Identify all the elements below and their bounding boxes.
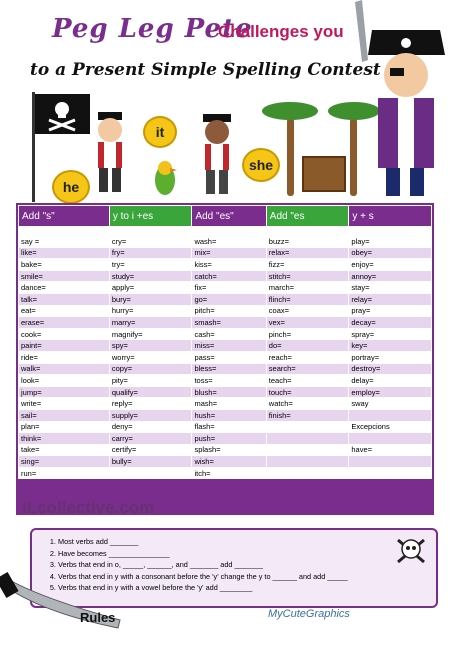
table-cell: annoy= — [349, 270, 432, 282]
table-cell: smash= — [192, 317, 266, 329]
table-row — [19, 259, 432, 271]
table-cell: bake= — [19, 259, 110, 271]
table-cell: pity= — [109, 375, 192, 387]
table-cell: finish= — [266, 409, 349, 421]
table-cell: itch= — [192, 467, 266, 479]
table-cell: stay= — [349, 282, 432, 294]
table-cell: march= — [266, 282, 349, 294]
table-cell: catch= — [192, 270, 266, 282]
table-row — [19, 363, 432, 375]
column-header-y-plus-s: y + s — [349, 206, 432, 227]
table-cell: supply= — [109, 409, 192, 421]
boy-pirate-icon — [88, 110, 132, 205]
table-cell: try= — [109, 259, 192, 271]
coin-she: she — [242, 148, 280, 182]
table-cell: stitch= — [266, 270, 349, 282]
table-cell — [349, 456, 432, 468]
table-row — [19, 236, 432, 248]
table-cell: Excepcions — [349, 421, 432, 433]
footer-credit: MyCuteGraphics — [268, 608, 350, 620]
table-cell: qualify= — [109, 386, 192, 398]
table-row — [19, 305, 432, 317]
table-row — [19, 456, 432, 468]
table-cell: employ= — [349, 386, 432, 398]
table-cell: spray= — [349, 328, 432, 340]
table-cell: paint= — [19, 340, 110, 352]
captain-pirate-icon — [350, 0, 450, 200]
table-cell: play= — [349, 236, 432, 248]
table-cell: portray= — [349, 351, 432, 363]
table-cell: teach= — [266, 375, 349, 387]
table-row — [19, 409, 432, 421]
table-row — [19, 282, 432, 294]
skull-crossbones-icon — [394, 534, 428, 573]
table-row — [19, 433, 432, 445]
table-cell: eat= — [19, 305, 110, 317]
table-cell: write= — [19, 398, 110, 410]
table-cell — [19, 227, 110, 236]
table-cell: wash= — [192, 236, 266, 248]
table-row — [19, 328, 432, 340]
table-cell: enjoy= — [349, 259, 432, 271]
table-cell: think= — [19, 433, 110, 445]
column-header-add-es: Add "es" — [192, 206, 266, 227]
spelling-table — [16, 203, 434, 515]
table-cell: mash= — [192, 398, 266, 410]
table-row — [19, 398, 432, 410]
table-cell: worry= — [109, 351, 192, 363]
column-header-add-es-2: Add "es — [266, 206, 349, 227]
coin-he: he — [52, 170, 90, 204]
table-cell: sail= — [19, 409, 110, 421]
table-cell — [349, 409, 432, 421]
coin-it: it — [143, 116, 177, 148]
rule-item: 4. Verbs that end in y with a consonant before the 'y' change the y to ______ and add _____ — [58, 571, 436, 583]
table-cell — [349, 433, 432, 445]
table-cell: flash= — [192, 421, 266, 433]
title-subtitle: to a Present Simple Spelling Contest — [30, 60, 381, 80]
table-row — [19, 467, 432, 479]
table-cell: talk= — [19, 293, 110, 305]
table-row — [19, 247, 432, 259]
table-cell: kiss= — [192, 259, 266, 271]
table-cell: delay= — [349, 375, 432, 387]
table-cell: obey= — [349, 247, 432, 259]
table-row — [19, 340, 432, 352]
table-cell: cook= — [19, 328, 110, 340]
table-cell: have= — [349, 444, 432, 456]
table-cell: splash= — [192, 444, 266, 456]
table-cell: fizz= — [266, 259, 349, 271]
table-cell — [109, 227, 192, 236]
table-cell: ride= — [19, 351, 110, 363]
table-cell: copy= — [109, 363, 192, 375]
table-row — [19, 293, 432, 305]
table-cell: hush= — [192, 409, 266, 421]
girl-pirate-icon — [195, 112, 239, 207]
table-cell: push= — [192, 433, 266, 445]
table-cell: spy= — [109, 340, 192, 352]
title-main: Peg Leg Pete — [52, 14, 253, 44]
table-cell: toss= — [192, 375, 266, 387]
table-cell: dance= — [19, 282, 110, 294]
column-header-y-to-i-es: y to i +es — [109, 206, 192, 227]
table-cell: fix= — [192, 282, 266, 294]
treasure-chest-icon — [302, 156, 346, 192]
table-cell: decay= — [349, 317, 432, 329]
table-cell — [266, 227, 349, 236]
table-cell — [266, 467, 349, 479]
table-cell: flinch= — [266, 293, 349, 305]
table-cell: bully= — [109, 456, 192, 468]
table-cell — [266, 456, 349, 468]
table-cell: like= — [19, 247, 110, 259]
table-cell — [349, 227, 432, 236]
table-row — [19, 351, 432, 363]
table-cell: go= — [192, 293, 266, 305]
table-cell: buzz= — [266, 236, 349, 248]
table-cell: mix= — [192, 247, 266, 259]
pirate-flag-icon — [35, 94, 90, 134]
table-cell: touch= — [266, 386, 349, 398]
table-cell: study= — [109, 270, 192, 282]
parrot-icon — [150, 158, 180, 208]
table-row — [19, 444, 432, 456]
table-cell: blush= — [192, 386, 266, 398]
rule-item: 3. Verbs that end in o, _____, ______, and _______ add _______ — [58, 559, 436, 571]
table-cell: destroy= — [349, 363, 432, 375]
table-cell: erase= — [19, 317, 110, 329]
table-cell: pray= — [349, 305, 432, 317]
table-cell — [266, 444, 349, 456]
table-cell: pinch= — [266, 328, 349, 340]
table-cell: hurry= — [109, 305, 192, 317]
table-cell: cash= — [192, 328, 266, 340]
table-cell: say = — [19, 236, 110, 248]
table-cell: walk= — [19, 363, 110, 375]
rule-item: 5. Verbs that end in y with a vowel before the 'y' add ________ — [58, 582, 436, 594]
table-cell: reach= — [266, 351, 349, 363]
table-row — [19, 421, 432, 433]
table-cell: fry= — [109, 247, 192, 259]
table-cell: bury= — [109, 293, 192, 305]
table-cell: pass= — [192, 351, 266, 363]
table-cell: sing= — [19, 456, 110, 468]
table-cell: coax= — [266, 305, 349, 317]
table-cell: plan= — [19, 421, 110, 433]
table-cell: deny= — [109, 421, 192, 433]
table-cell: magnify= — [109, 328, 192, 340]
table-row — [19, 227, 432, 236]
table-cell: marry= — [109, 317, 192, 329]
table-cell: smile= — [19, 270, 110, 282]
table-cell: take= — [19, 444, 110, 456]
rule-item: 2. Have becomes _______________ — [58, 548, 436, 560]
table-cell — [266, 421, 349, 433]
table-cell: carry= — [109, 433, 192, 445]
table-cell — [349, 467, 432, 479]
table-row — [19, 270, 432, 282]
watermark: iLcollective.com — [22, 498, 155, 517]
table-cell: cry= — [109, 236, 192, 248]
table-cell: miss= — [192, 340, 266, 352]
column-header-add-s: Add "s" — [19, 206, 110, 227]
table-cell — [109, 467, 192, 479]
table-cell: look= — [19, 375, 110, 387]
table-row — [19, 386, 432, 398]
sword-icon — [0, 568, 140, 645]
rules-label: Rules — [80, 610, 116, 625]
table-cell — [192, 227, 266, 236]
table-cell: sway — [349, 398, 432, 410]
table-cell: relax= — [266, 247, 349, 259]
rule-item: 1. Most verbs add _______ — [58, 536, 436, 548]
table-cell: jump= — [19, 386, 110, 398]
table-cell: relay= — [349, 293, 432, 305]
table-cell: bless= — [192, 363, 266, 375]
table-cell: pitch= — [192, 305, 266, 317]
table-cell: apply= — [109, 282, 192, 294]
table-cell: reply= — [109, 398, 192, 410]
table-cell: wish= — [192, 456, 266, 468]
table-cell: key= — [349, 340, 432, 352]
table-cell: certify= — [109, 444, 192, 456]
table-cell: run= — [19, 467, 110, 479]
table-cell: search= — [266, 363, 349, 375]
title-sub: Challenges you — [218, 22, 344, 41]
table-cell — [266, 433, 349, 445]
table-row — [19, 317, 432, 329]
table-row — [19, 375, 432, 387]
table-cell: do= — [266, 340, 349, 352]
table-cell: vex= — [266, 317, 349, 329]
table-cell: watch= — [266, 398, 349, 410]
